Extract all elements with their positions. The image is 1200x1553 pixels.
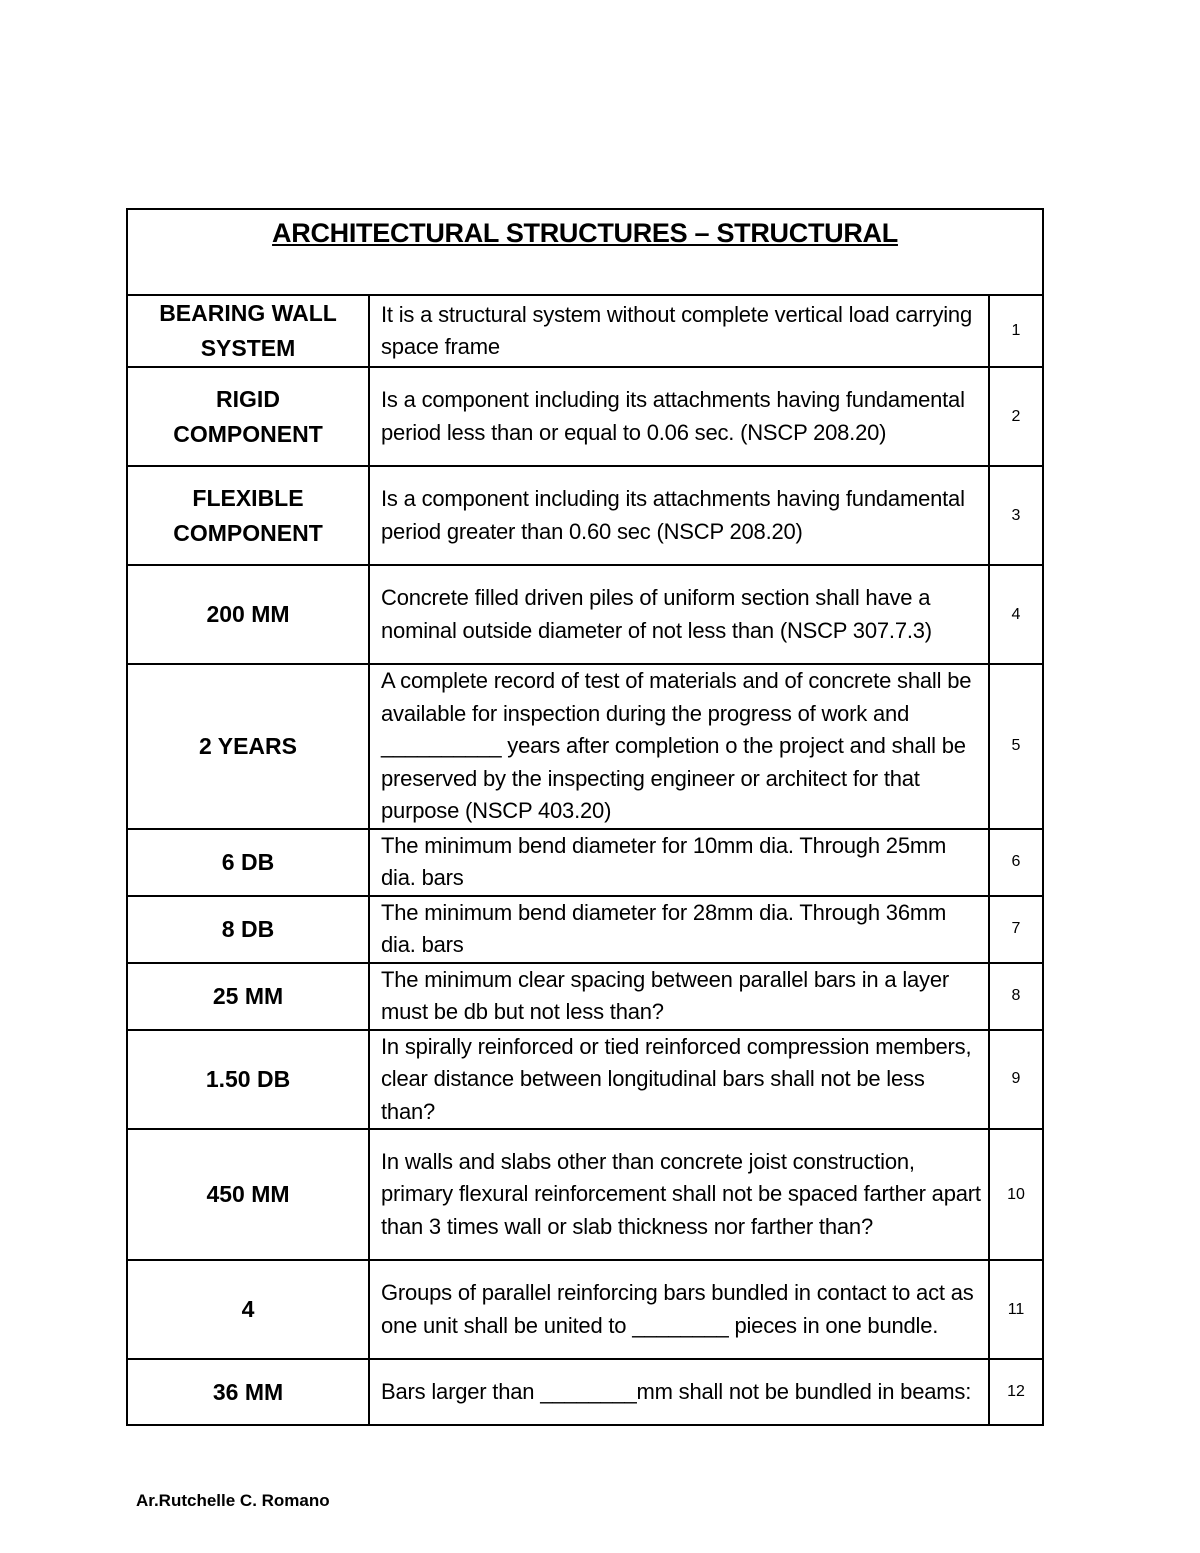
terms-table bbox=[126, 208, 1044, 1426]
description-cell: Bars larger than ________mm shall not be bundled in beams: bbox=[369, 1359, 989, 1425]
table-row bbox=[127, 1129, 1043, 1260]
table-row bbox=[127, 664, 1043, 829]
number-cell: 7 bbox=[989, 896, 1043, 963]
term-cell: 2 YEARS bbox=[127, 664, 369, 829]
number-cell: 6 bbox=[989, 829, 1043, 896]
number-cell: 11 bbox=[989, 1260, 1043, 1359]
author-footer: Ar.Rutchelle C. Romano bbox=[136, 1491, 330, 1510]
number-cell: 8 bbox=[989, 963, 1043, 1030]
number-cell: 9 bbox=[989, 1030, 1043, 1130]
term-cell: BEARING WALL SYSTEM bbox=[127, 295, 369, 367]
number-cell: 3 bbox=[989, 466, 1043, 565]
description-cell: In spirally reinforced or tied reinforced compression members, clear distance between longitudinal bars shall not be less than? bbox=[369, 1030, 989, 1130]
description-cell: The minimum bend diameter for 10mm dia. Through 25mm dia. bars bbox=[369, 829, 989, 896]
description-cell: Is a component including its attachments having fundamental period greater than 0.60 sec (NSCP 208.20) bbox=[369, 466, 989, 565]
description-cell: A complete record of test of materials and of concrete shall be available for inspection during the progress of work and __________ years after completion o the project and shall be preserved by the inspecting engineer or architect for that purpose (NSCP 403.20) bbox=[369, 664, 989, 829]
term-cell: FLEXIBLE COMPONENT bbox=[127, 466, 369, 565]
term-cell: 25 MM bbox=[127, 963, 369, 1030]
table-row bbox=[127, 829, 1043, 896]
description-cell: Concrete filled driven piles of uniform section shall have a nominal outside diameter of not less than (NSCP 307.7.3) bbox=[369, 565, 989, 664]
table-row bbox=[127, 1260, 1043, 1359]
table-row bbox=[127, 896, 1043, 963]
term-cell: 200 MM bbox=[127, 565, 369, 664]
term-cell: 450 MM bbox=[127, 1129, 369, 1260]
number-cell: 5 bbox=[989, 664, 1043, 829]
table-row bbox=[127, 1359, 1043, 1425]
table-row bbox=[127, 963, 1043, 1030]
title-row bbox=[127, 209, 1043, 295]
term-cell: 8 DB bbox=[127, 896, 369, 963]
table-row bbox=[127, 295, 1043, 367]
page-title: ARCHITECTURAL STRUCTURES – STRUCTURAL bbox=[272, 218, 898, 248]
number-cell: 2 bbox=[989, 367, 1043, 466]
table-row bbox=[127, 466, 1043, 565]
term-cell: 36 MM bbox=[127, 1359, 369, 1425]
term-cell: RIGID COMPONENT bbox=[127, 367, 369, 466]
number-cell: 1 bbox=[989, 295, 1043, 367]
description-cell: The minimum bend diameter for 28mm dia. Through 36mm dia. bars bbox=[369, 896, 989, 963]
table-row bbox=[127, 1030, 1043, 1130]
table-row bbox=[127, 565, 1043, 664]
number-cell: 4 bbox=[989, 565, 1043, 664]
term-cell: 6 DB bbox=[127, 829, 369, 896]
number-cell: 10 bbox=[989, 1129, 1043, 1260]
description-cell: The minimum clear spacing between parallel bars in a layer must be db but not less than? bbox=[369, 963, 989, 1030]
term-cell: 4 bbox=[127, 1260, 369, 1359]
term-cell: 1.50 DB bbox=[127, 1030, 369, 1130]
description-cell: It is a structural system without complete vertical load carrying space frame bbox=[369, 295, 989, 367]
number-cell: 12 bbox=[989, 1359, 1043, 1425]
title-cell bbox=[127, 209, 1043, 295]
description-cell: In walls and slabs other than concrete joist construction, primary flexural reinforcement shall not be spaced farther apart than 3 times wall or slab thickness nor farther than? bbox=[369, 1129, 989, 1260]
description-cell: Is a component including its attachments having fundamental period less than or equal to 0.06 sec. (NSCP 208.20) bbox=[369, 367, 989, 466]
description-cell: Groups of parallel reinforcing bars bundled in contact to act as one unit shall be united to ________ pieces in one bundle. bbox=[369, 1260, 989, 1359]
table-row bbox=[127, 367, 1043, 466]
